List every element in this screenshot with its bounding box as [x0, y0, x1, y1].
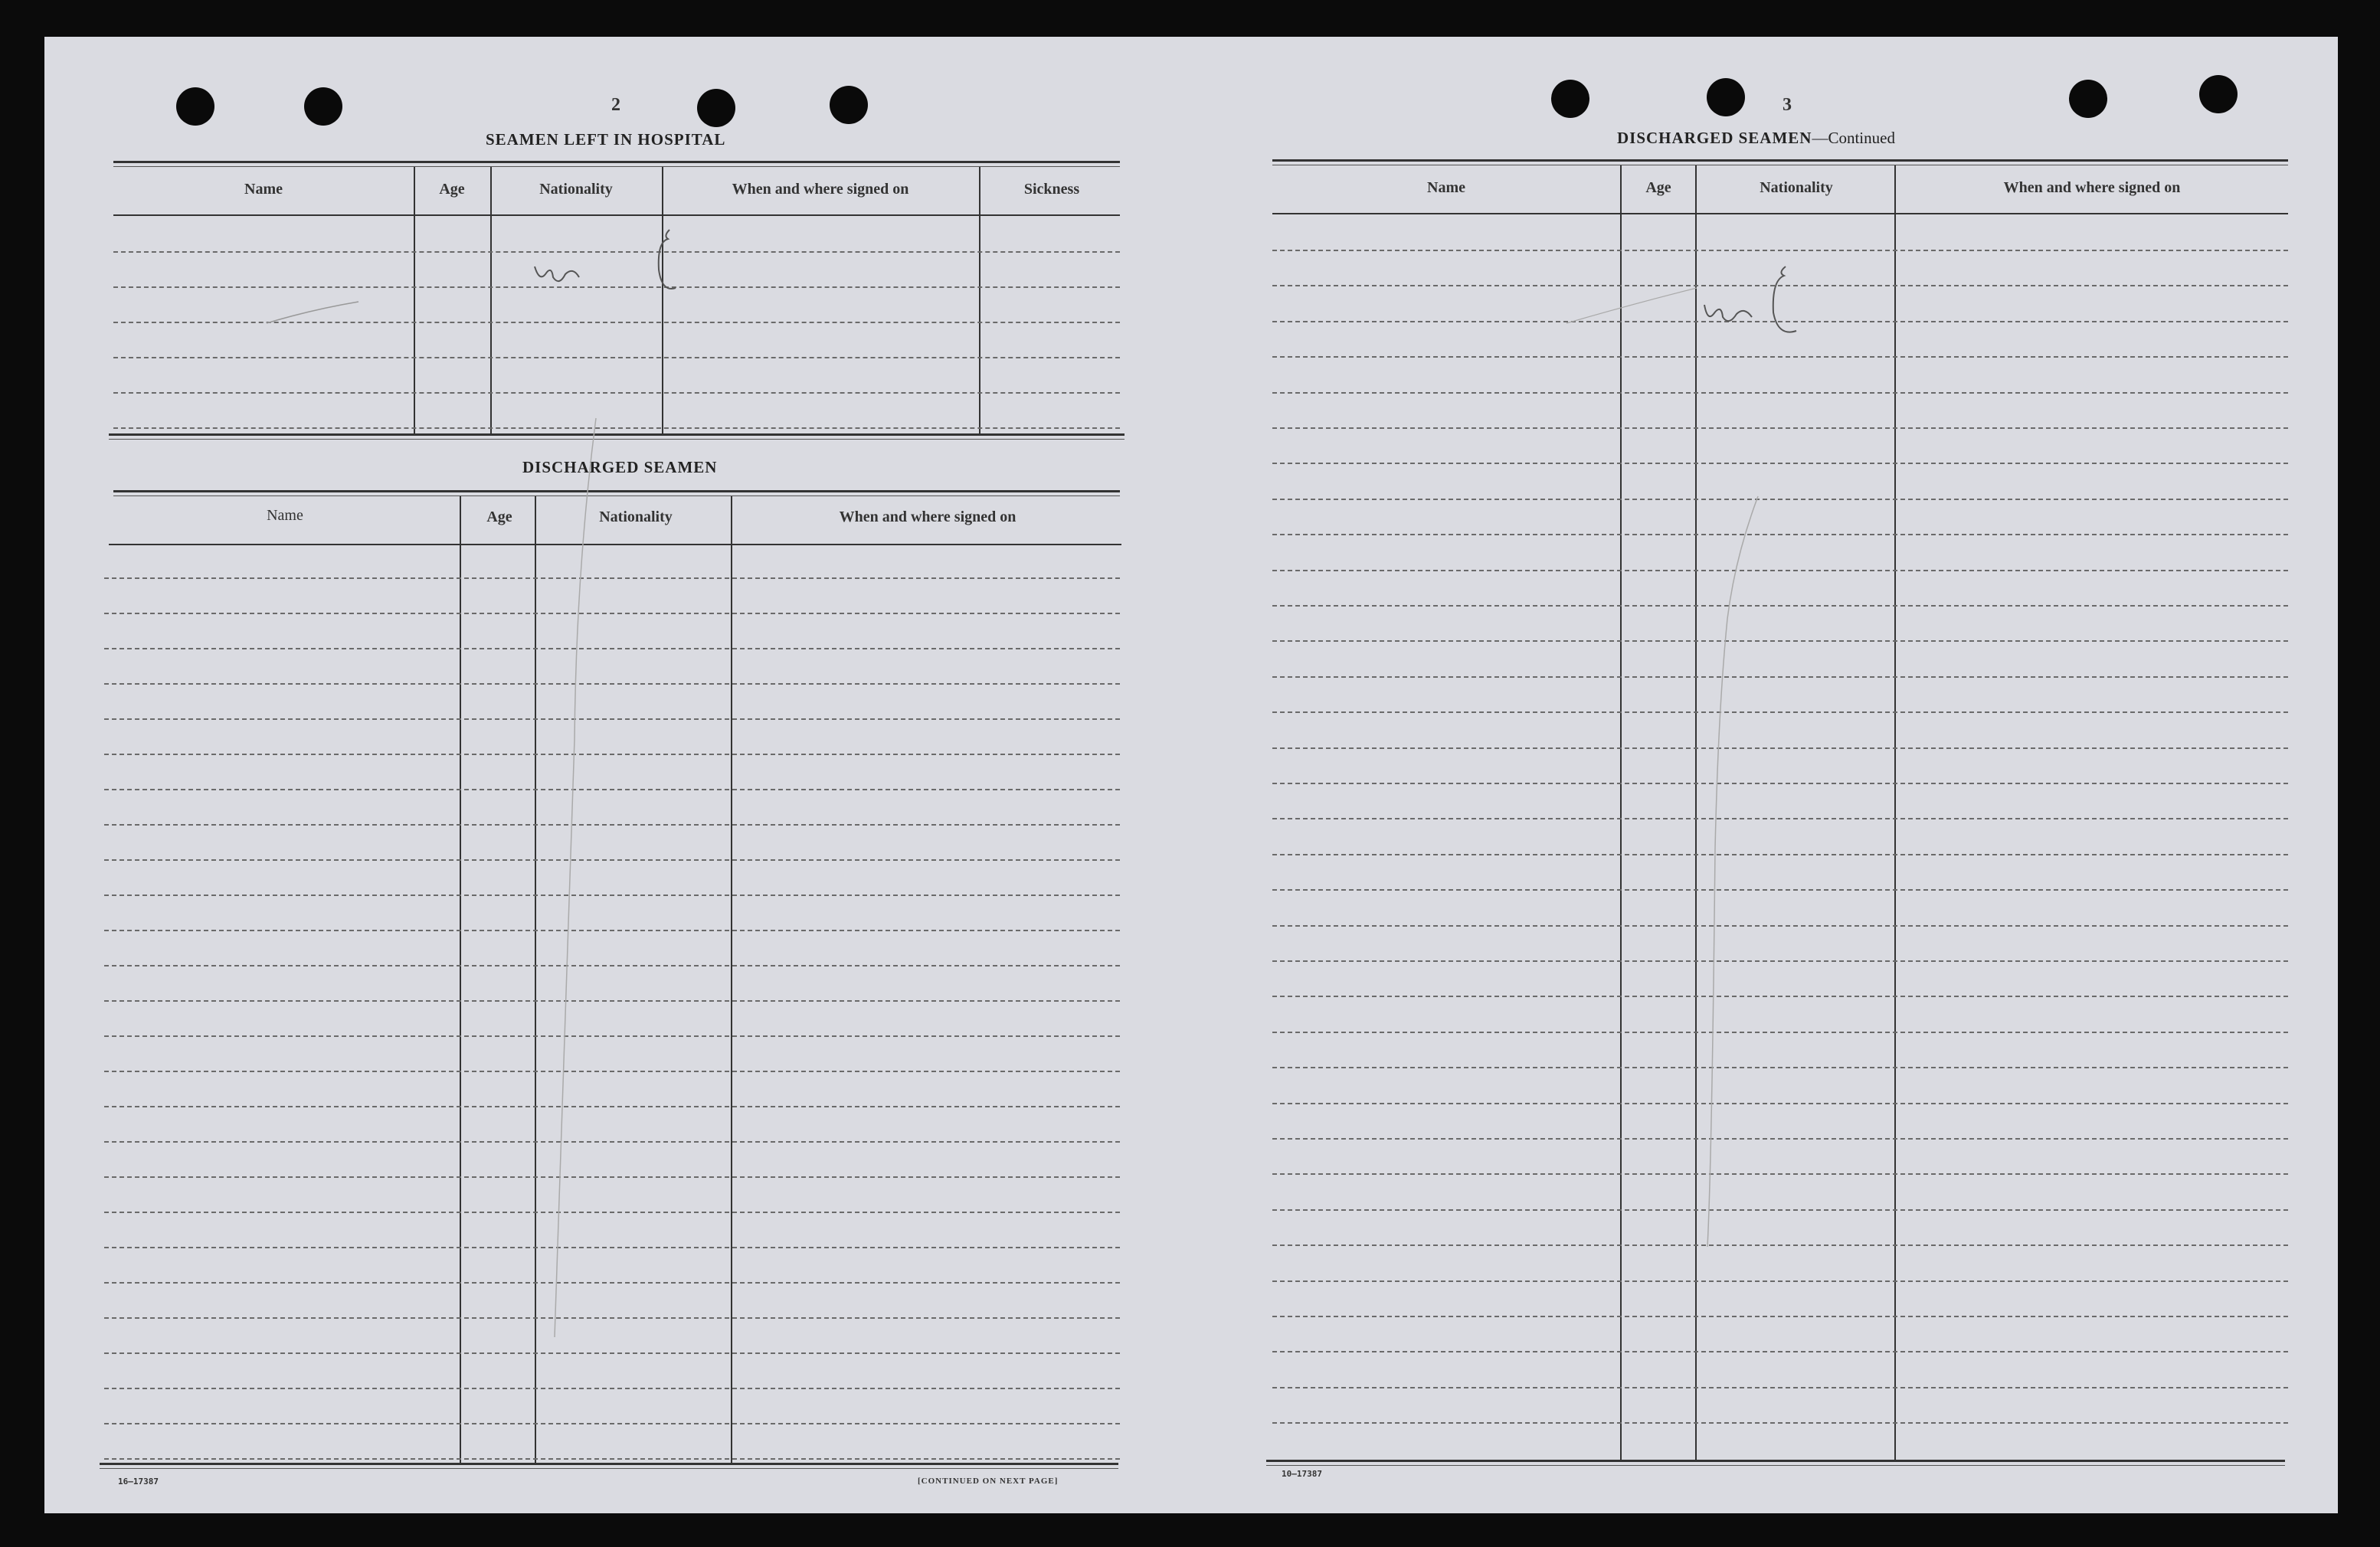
- form-row-line: [113, 322, 1120, 323]
- punch-hole: [1551, 80, 1589, 118]
- form-row-line: [1272, 392, 2288, 394]
- form-row-line: [104, 859, 1120, 861]
- form-row-line: [1272, 1244, 2288, 1246]
- form-code: 16—17387: [118, 1477, 159, 1486]
- form-row-line: [1272, 321, 2288, 322]
- form-row-line: [1272, 285, 2288, 286]
- form-row-line: [1272, 640, 2288, 642]
- form-row-line: [1272, 889, 2288, 891]
- form-row-line: [104, 1000, 1120, 1002]
- header-bottom-rule: [1272, 213, 2288, 214]
- discharged-col-age: Age: [1645, 179, 1671, 196]
- form-row-line: [104, 1388, 1120, 1389]
- hospital-col-age: Age: [439, 181, 465, 198]
- form-row-line: [104, 965, 1120, 966]
- form-row-line: [1272, 1387, 2288, 1388]
- section-end-rule: [109, 433, 1125, 436]
- punch-hole: [2199, 75, 2238, 113]
- hospital-col-sickness: Sickness: [1023, 181, 1080, 198]
- form-row-line: [1272, 463, 2288, 464]
- form-row-line: [113, 286, 1120, 288]
- form-row-line: [113, 357, 1120, 358]
- form-row-line: [1272, 1280, 2288, 1282]
- header-bottom-rule: [113, 214, 1120, 216]
- continued-note: [CONTINUED ON NEXT PAGE]: [918, 1477, 1059, 1486]
- form-row-line: [1272, 250, 2288, 251]
- form-row-line: [1272, 570, 2288, 571]
- punch-hole: [176, 87, 214, 126]
- form-row-line: [104, 1352, 1120, 1354]
- hospital-col-signed-on: When and where signed on: [732, 181, 909, 198]
- form-row-line: [1272, 711, 2288, 713]
- form-row-line: [1272, 499, 2288, 500]
- form-row-line: [104, 718, 1120, 720]
- form-row-line: [104, 1212, 1120, 1213]
- header-rule: [113, 490, 1120, 492]
- page-number: 2: [611, 95, 620, 115]
- form-row-line: [104, 930, 1120, 931]
- form-row-line: [1272, 1209, 2288, 1211]
- column-divider: [1894, 165, 1896, 1460]
- discharged-col-signed-on: When and where signed on: [839, 509, 1016, 525]
- form-row-line: [104, 577, 1120, 579]
- left-page: [44, 37, 1191, 1513]
- form-row-line: [104, 1141, 1120, 1143]
- form-row-line: [104, 683, 1120, 685]
- form-row-line: [104, 1423, 1120, 1424]
- form-row-line: [1272, 1032, 2288, 1033]
- form-row-line: [104, 789, 1120, 790]
- form-row-line: [104, 1458, 1120, 1460]
- punch-hole: [697, 89, 735, 127]
- form-row-line: [1272, 818, 2288, 819]
- form-row-line: [1272, 427, 2288, 429]
- column-divider: [1695, 165, 1697, 1460]
- form-row-line: [1272, 1316, 2288, 1317]
- punch-hole: [304, 87, 342, 126]
- form-row-line: [1272, 1103, 2288, 1104]
- form-row-line: [1272, 605, 2288, 607]
- form-code: 10—17387: [1282, 1469, 1322, 1479]
- form-row-line: [1272, 925, 2288, 927]
- punch-hole: [1707, 78, 1745, 116]
- form-row-line: [104, 1071, 1120, 1072]
- discharged-col-signed-on: When and where signed on: [2003, 179, 2181, 196]
- form-row-line: [113, 392, 1120, 394]
- scanned-document: [44, 37, 2338, 1513]
- form-row-line: [104, 1247, 1120, 1248]
- form-row-line: [1272, 783, 2288, 784]
- table-end-rule: [1266, 1460, 2285, 1462]
- pencil-marks: [1191, 37, 2338, 1513]
- form-row-line: [104, 1035, 1120, 1037]
- form-row-line: [1272, 1422, 2288, 1424]
- form-row-line: [1272, 1351, 2288, 1352]
- form-row-line: [113, 251, 1120, 253]
- form-row-line: [1272, 1138, 2288, 1140]
- form-row-line: [1272, 854, 2288, 855]
- section-title-suffix: —Continued: [1812, 129, 1895, 147]
- header-rule: [1272, 159, 2288, 162]
- pencil-marks: [44, 37, 1191, 1513]
- form-row-line: [104, 824, 1120, 826]
- discharged-col-age: Age: [486, 509, 512, 525]
- discharged-col-name: Name: [267, 507, 303, 524]
- form-row-line: [104, 648, 1120, 649]
- form-row-line: [1272, 996, 2288, 997]
- discharged-section-title: DISCHARGED SEAMEN: [522, 458, 718, 476]
- form-row-line: [104, 895, 1120, 896]
- table-end-rule: [100, 1463, 1118, 1465]
- column-divider: [1620, 165, 1622, 1460]
- punch-hole: [2069, 80, 2107, 118]
- section-title-text: DISCHARGED SEAMEN: [1617, 129, 1812, 147]
- form-row-line: [1272, 356, 2288, 358]
- form-row-line: [104, 754, 1120, 755]
- form-row-line: [104, 1176, 1120, 1178]
- hospital-col-name: Name: [244, 181, 283, 198]
- form-row-line: [1272, 534, 2288, 535]
- discharged-continued-title: [1617, 129, 1895, 148]
- discharged-col-nationality: Nationality: [1760, 179, 1833, 196]
- page-number: 3: [1783, 95, 1792, 115]
- form-row-line: [1272, 1173, 2288, 1175]
- form-row-line: [113, 427, 1120, 429]
- form-row-line: [104, 1317, 1120, 1319]
- form-row-line: [104, 1106, 1120, 1107]
- hospital-section-title: SEAMEN LEFT IN HOSPITAL: [486, 130, 726, 149]
- discharged-col-nationality: Nationality: [599, 509, 673, 525]
- form-row-line: [1272, 1067, 2288, 1068]
- form-row-line: [104, 613, 1120, 614]
- form-row-line: [1272, 676, 2288, 678]
- discharged-col-name: Name: [1427, 179, 1465, 196]
- form-row-line: [1272, 747, 2288, 749]
- form-row-line: [104, 1282, 1120, 1284]
- right-page: [1191, 37, 2338, 1513]
- header-rule: [113, 161, 1120, 163]
- header-bottom-rule: [109, 544, 1121, 545]
- punch-hole: [830, 86, 868, 124]
- form-row-line: [1272, 960, 2288, 962]
- hospital-col-nationality: Nationality: [539, 181, 613, 198]
